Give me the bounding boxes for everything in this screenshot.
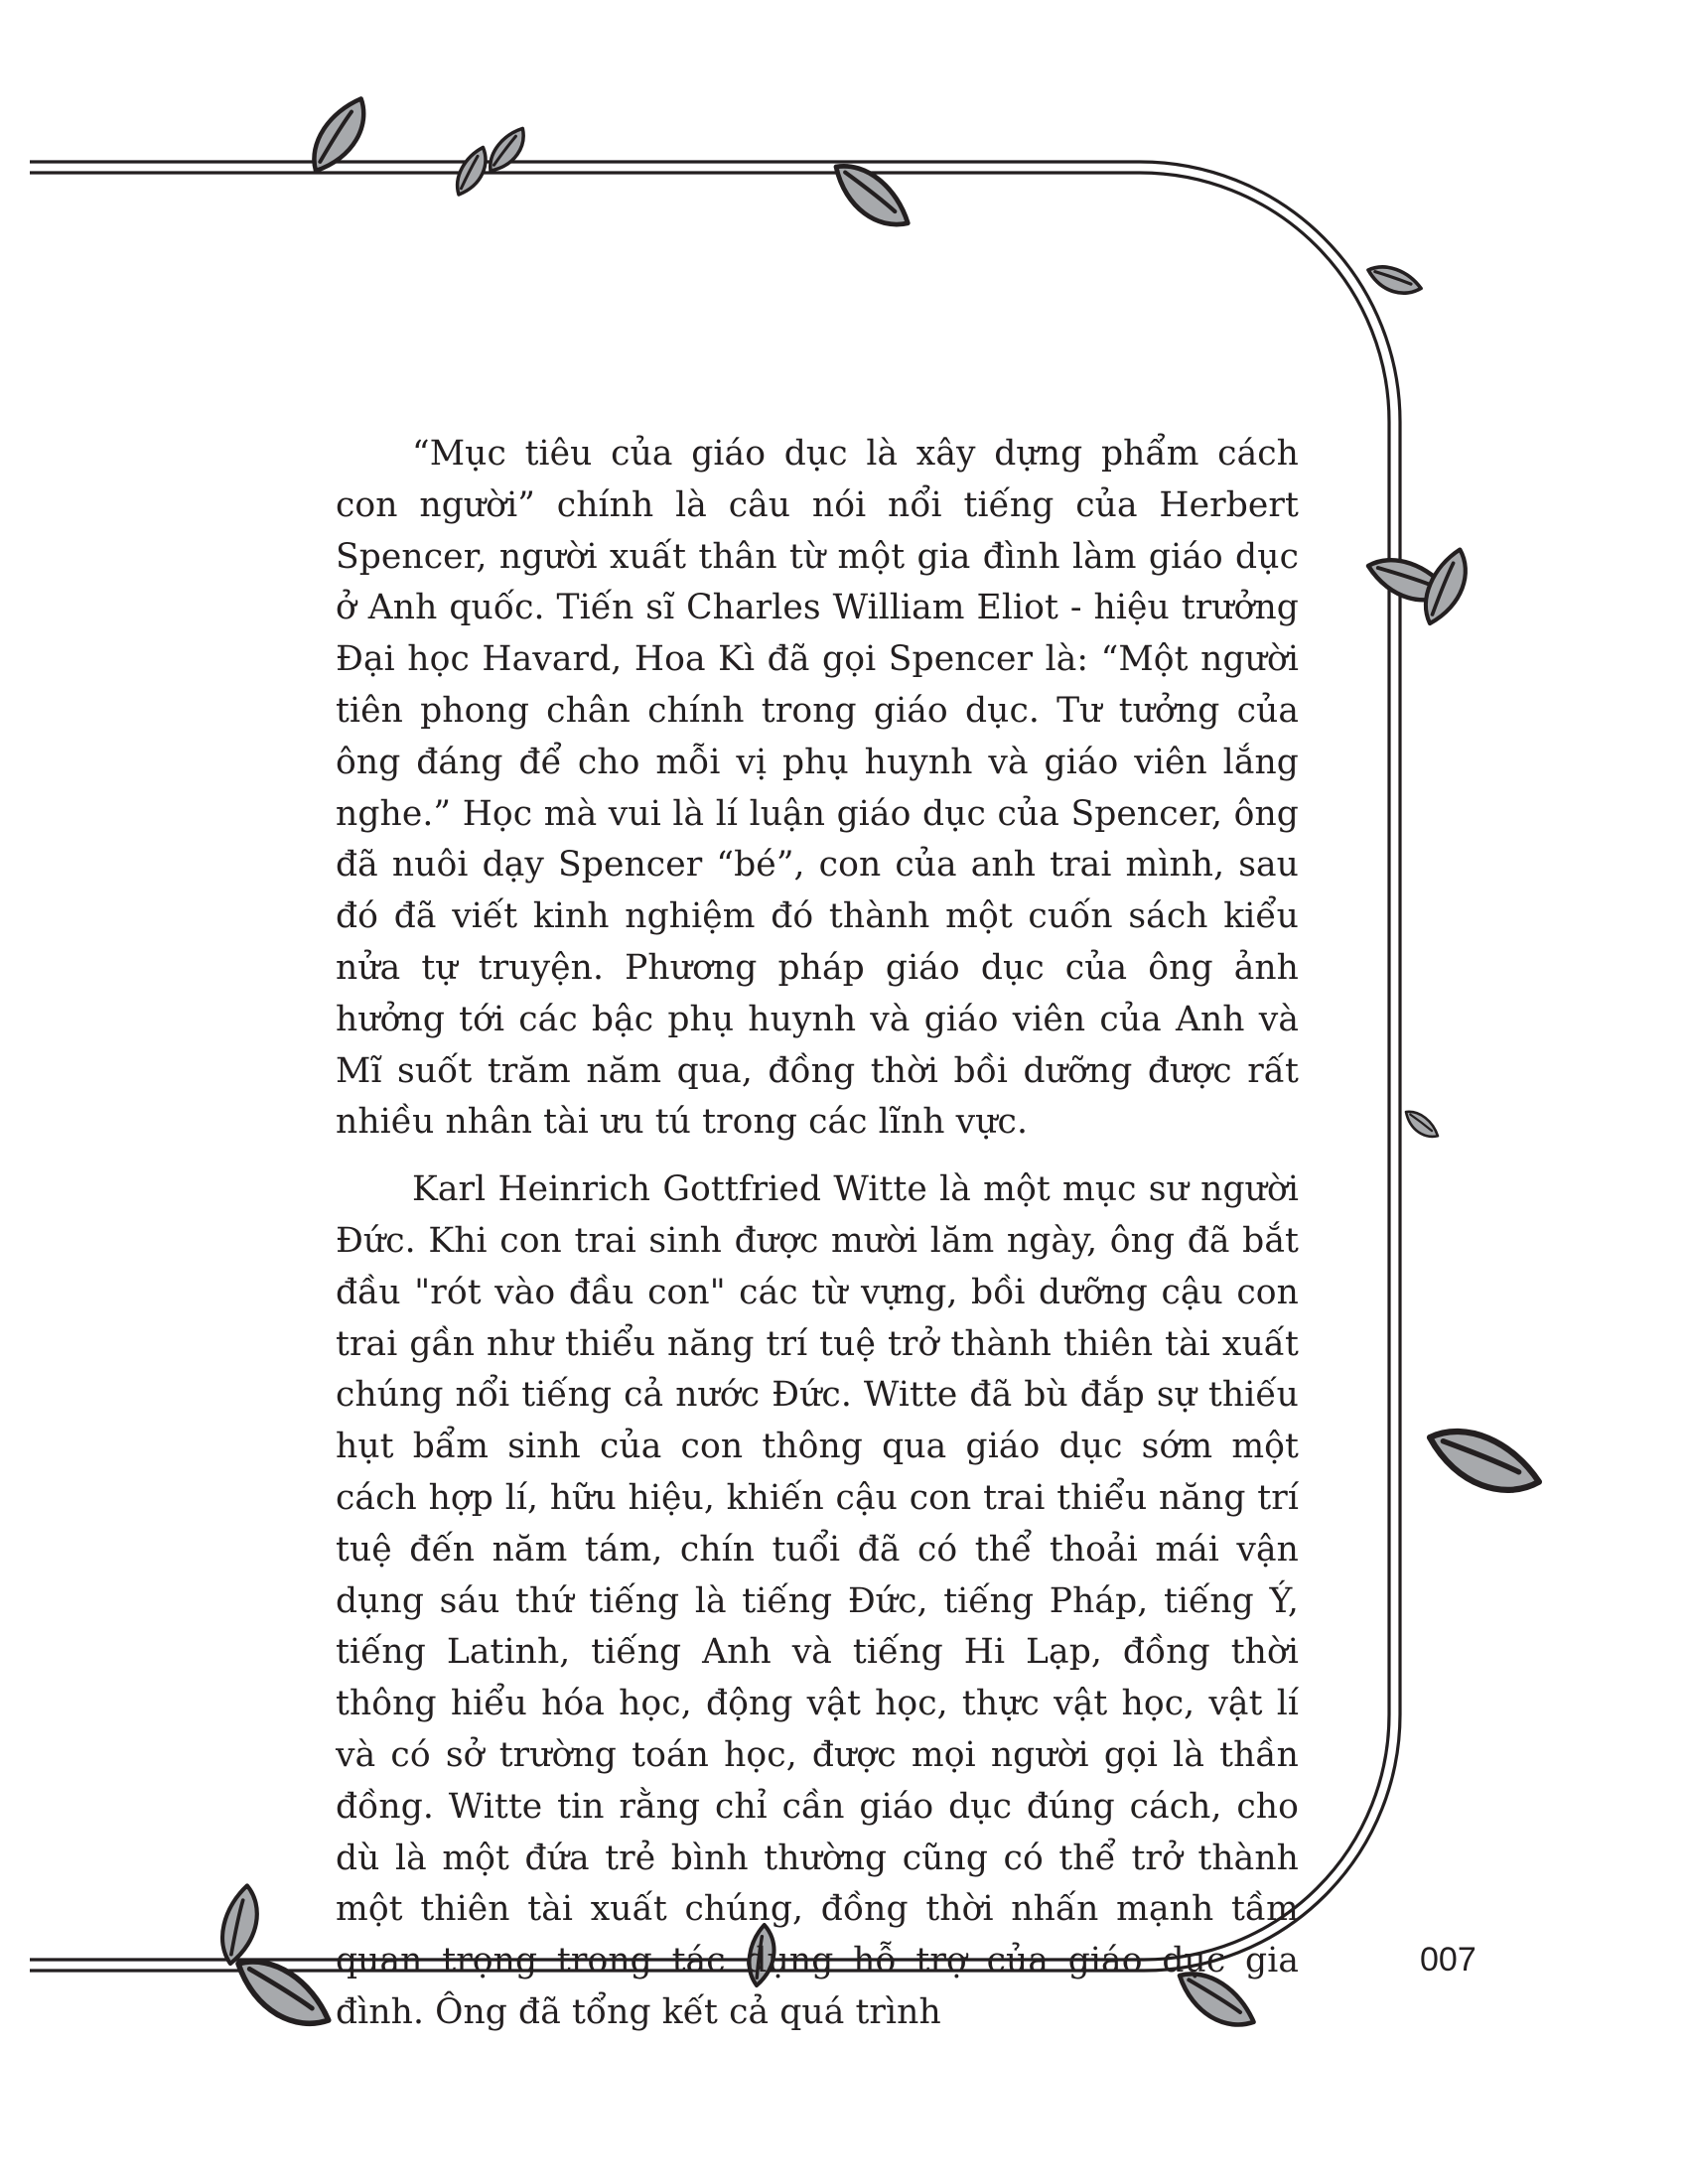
page-number: 007	[1420, 1941, 1477, 1979]
leaf-icon-right-upper	[1366, 253, 1422, 306]
leaf-icon-right-lower	[1425, 1405, 1541, 1517]
leaf-icon-right-small	[1404, 1104, 1439, 1145]
leaf-icon-top-pair-2	[480, 127, 534, 174]
body-text	[336, 429, 1299, 2055]
paragraph-witte: Karl Heinrich Gottfried Witte là một mục sư người Đức. Khi con trai sinh được mười lăm ngày, ông đã bắt đầu "rót vào đầu con" các từ vựng, bồi dưỡng cậu con trai gần như thiểu năng trí tuệ trở thành thiên tài xuất chúng nổi tiếng cả nước Đức. Witte đã bù đắp sự thiếu hụt bẩm sinh của con thông qua giáo dục sớm một cách hợp lí, hữu hiệu, khiến cậu con trai thiểu năng trí tuệ đến năm tám, chín tuổi đã có thể thoải mái vận dụng sáu thứ tiếng là tiếng Đức, tiếng Pháp, tiếng Ý, tiếng Latinh, tiếng Anh và tiếng Hi Lạp, đồng thời thông hiểu hóa học, động vật học, thực vật học, vật lí và có sở trường toán học, được mọi người gọi là thần đồng. Witte tin rằng chỉ cần giáo dục đúng cách, cho dù là một đứa trẻ bình thường cũng có thể trở thành một thiên tài xuất chúng, đồng thời nhấn mạnh tầm quan trọng trong tác dụng hỗ trợ của giáo dục gia đình. Ông đã tổng kết cả quá trình	[336, 1169, 1299, 2032]
leaf-icon-bottom-left-lower	[233, 1939, 332, 2046]
paragraph-spencer: “Mục tiêu của giáo dục là xây dựng phẩm cách con người” chính là câu nói nổi tiếng của Herbert Spencer, người xuất thân từ một gia đình làm giáo dục ở Anh quốc. Tiến sĩ Charles William Eliot - hiệu trưởng Đại học Havard, Hoa Kì đã gọi Spencer là: “Một người tiên phong chân chính trong giáo dục. Tư tưởng của ông đáng để cho mỗi vị phụ huynh và giáo viên lắng nghe.” Học mà vui là lí luận giáo dục của Spencer, ông đã nuôi dạy Spencer “bé”, con của anh trai mình, sau đó đã viết kinh nghiệm đó thành một cuốn sách kiểu nửa tự truyện. Phương pháp giáo dục của ông ảnh hưởng tới các bậc phụ huynh và giáo viên của Anh và Mĩ suốt trăm năm qua, đồng thời bồi dưỡng được rất nhiều nhân tài ưu tú trong các lĩnh vực.	[336, 434, 1299, 1143]
leaf-icon-bottom-left-upper	[205, 1884, 274, 1967]
